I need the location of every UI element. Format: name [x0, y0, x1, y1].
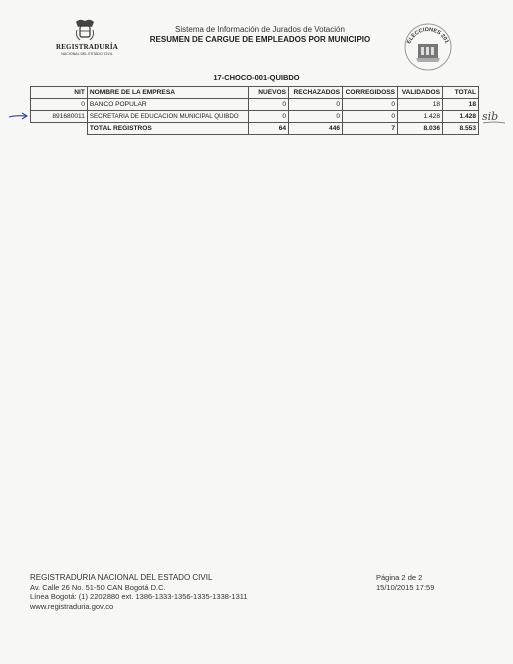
logo-brand-subtext: NACIONAL DEL ESTADO CIVIL — [61, 52, 113, 56]
handwritten-annotation — [481, 108, 509, 126]
cell-total: 18 — [443, 99, 479, 111]
cell-total: 1.428 — [443, 111, 479, 123]
page-number: Página 2 de 2 — [376, 573, 423, 582]
col-header-validados: VALIDADOS — [398, 87, 443, 99]
cell-nit: 891680011 — [31, 111, 88, 123]
cell-name: BANCO POPULAR — [87, 99, 248, 111]
coat-of-arms-icon — [72, 18, 98, 42]
report-title: RESUMEN DE CARGUE DE EMPLEADOS POR MUNICIPIO — [149, 35, 371, 44]
table-row — [31, 99, 479, 111]
footer-contact — [30, 573, 248, 611]
employees-table — [30, 86, 479, 135]
report-datetime: 15/10/2015 17:59 — [376, 582, 435, 592]
table-row — [31, 111, 479, 123]
col-header-nit: NIT — [31, 87, 88, 99]
registraduria-logo — [52, 18, 122, 64]
footer-address: Av. Calle 26 No. 51-50 CAN Bogotá D.C. — [30, 582, 166, 592]
totals-label: TOTAL REGISTROS — [87, 123, 248, 135]
cell-nuevos: 0 — [249, 111, 289, 123]
totals-row — [31, 123, 479, 135]
col-header-name: NOMBRE DE LA EMPRESA — [87, 87, 248, 99]
system-name: Sistema de Información de Jurados de Votación — [175, 25, 345, 34]
totals-validados: 8.036 — [398, 123, 443, 135]
municipality-title: 17-CHOCO-001-QUIBDO — [213, 73, 300, 82]
report-header — [130, 25, 390, 44]
col-header-corregidos: CORREGIDOSS — [343, 87, 398, 99]
handwritten-arrow-icon — [8, 110, 30, 122]
cell-name: SECRETARIA DE EDUCACION MUNICIPAL QUIBDO — [87, 111, 248, 123]
col-header-total: TOTAL — [443, 87, 479, 99]
cell-corregidos: 0 — [343, 111, 398, 123]
totals-rechazados: 446 — [289, 123, 343, 135]
footer-phone: Línea Bogotá: (1) 2202880 ext. 1386-1333-1356-1335-1338-1311 — [30, 592, 248, 601]
cell-nit: 0 — [31, 99, 88, 111]
handwritten-text: sib — [482, 110, 499, 123]
cell-rechazados: 0 — [289, 111, 343, 123]
cell-rechazados: 0 — [289, 99, 343, 111]
cell-validados: 18 — [398, 99, 443, 111]
logo-brand-text: REGISTRADURÍA — [55, 43, 119, 51]
table-header-row — [31, 87, 479, 99]
footer-org: REGISTRADURIA NACIONAL DEL ESTADO CIVIL — [30, 573, 213, 582]
totals-empty-cell — [31, 123, 88, 135]
cell-nuevos: 0 — [249, 99, 289, 111]
totals-total: 8.553 — [443, 123, 479, 135]
cell-corregidos: 0 — [343, 99, 398, 111]
elecciones-seal-icon — [402, 20, 454, 74]
col-header-nuevos: NUEVOS — [249, 87, 289, 99]
footer-page-info — [376, 573, 434, 592]
totals-corregidos: 7 — [343, 123, 398, 135]
footer-website[interactable]: www.registraduria.gov.co — [30, 601, 114, 611]
totals-nuevos: 64 — [249, 123, 289, 135]
col-header-rechazados: RECHAZADOS — [289, 87, 343, 99]
cell-validados: 1.428 — [398, 111, 443, 123]
seal-text: ELECCIONES 201 — [406, 26, 450, 45]
